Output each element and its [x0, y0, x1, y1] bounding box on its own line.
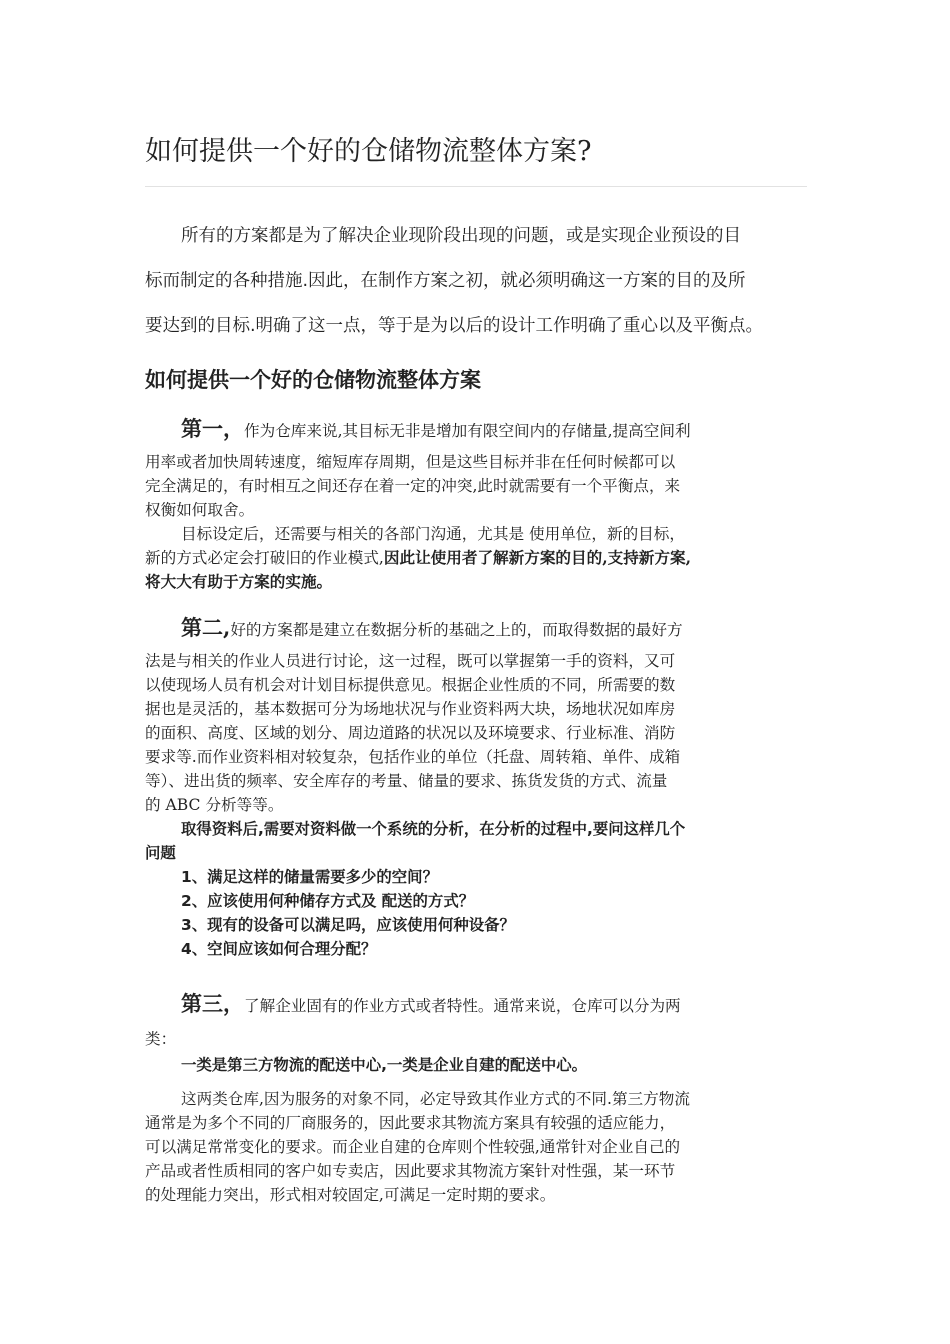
paragraph-text: 新的方式必定会打破旧的作业模式,: [145, 549, 384, 567]
paragraph-line: 用率或者加快周转速度，缩短库存周期，但是这些目标并非在任何时候都可以: [145, 453, 676, 471]
section-first-line: [145, 410, 813, 450]
paragraph-line: 的面积、高度、区域的划分、周边道路的状况以及环境要求、行业标准、消防: [145, 724, 676, 742]
section-third-text: 了解企业固有的作业方式或者特性。通常来说，仓库可以分为两: [244, 997, 681, 1015]
paragraph-line: 类：: [145, 1030, 177, 1048]
section-third-line: [145, 985, 813, 1025]
paragraph-line: 法是与相关的作业人员进行讨论，这一过程，既可以掌握第一手的资料，又可: [145, 652, 676, 670]
document-title: 如何提供一个好的仓储物流整体方案?: [145, 136, 592, 167]
section-first-label: 第一，: [181, 416, 244, 441]
question-item: 3、现有的设备可以满足吗，应该使用何种设备？: [181, 916, 515, 934]
paragraph-line: 的处理能力突出，形式相对较固定,可满足一定时期的要求。: [145, 1186, 556, 1204]
emphasis-text: 因此让使用者了解新方案的目的,支持新方案,: [383, 548, 692, 567]
paragraph-line: [145, 546, 813, 570]
paragraph-line: 通常是为多个不同的厂商服务的，因此要求其物流方案具有较强的适应能力，: [145, 1114, 676, 1132]
emphasis-line: 取得资料后,需要对资料做一个系统的分析，在分析的过程中,要问这样几个: [181, 820, 686, 838]
title-divider: [145, 186, 807, 187]
section-second: [145, 609, 813, 961]
intro-line: 要达到的目标.明确了这一点，等于是为以后的设计工作明确了重心以及平衡点。: [145, 316, 764, 336]
paragraph-line: 要求等.而作业资料相对较复杂，包括作业的单位（托盘、周转箱、单件、成箱: [145, 748, 681, 766]
section-third: [145, 985, 813, 1207]
intro-line: 标而制定的各种措施.因此，在制作方案之初，就必须明确这一方案的目的及所: [145, 271, 746, 291]
question-item: 1、满足这样的储量需要多少的空间？: [181, 868, 438, 886]
section-second-line: [145, 609, 813, 649]
section-second-text: 好的方案都是建立在数据分析的基础之上的，而取得数据的最好方: [230, 621, 683, 639]
paragraph-line: 可以满足常常变化的要求。而企业自建的仓库则个性较强,通常针对企业自己的: [145, 1138, 681, 1156]
emphasis-line: 一类是第三方物流的配送中心,一类是企业自建的配送中心。: [181, 1056, 588, 1074]
paragraph-line: 产品或者性质相同的客户如专卖店，因此要求其物流方案针对性强，某一环节: [145, 1162, 676, 1180]
paragraph-line: 的 ABC 分析等等。: [145, 796, 284, 814]
section-heading: 如何提供一个好的仓储物流整体方案: [145, 368, 481, 392]
emphasis-line: 将大大有助于方案的实施。: [145, 572, 333, 591]
question-item: 2、应该使用何种储存方式及 配送的方式？: [181, 892, 475, 910]
paragraph-line: 等）、进出货的频率、安全库存的考量、储量的要求、拣货发货的方式、流量: [145, 772, 668, 790]
section-first: [145, 410, 813, 594]
paragraph-line: 据也是灵活的，基本数据可分为场地状况与作业资料两大块，场地状况如库房: [145, 700, 676, 718]
paragraph-line: 目标设定后，还需要与相关的各部门沟通，尤其是 使用单位，新的目标，: [181, 525, 685, 543]
paragraph-line: 这两类仓库,因为服务的对象不同，必定导致其作业方式的不同.第三方物流: [181, 1090, 690, 1108]
question-item: 4、空间应该如何合理分配？: [181, 940, 377, 958]
emphasis-line: 问题: [145, 844, 176, 862]
section-first-text: 作为仓库来说,其目标无非是增加有限空间内的存储量,提高空间利: [244, 422, 691, 440]
paragraph-line: 以使现场人员有机会对计划目标提供意见。根据企业性质的不同，所需要的数: [145, 676, 676, 694]
paragraph-line: 完全满足的，有时相互之间还存在着一定的冲突,此时就需要有一个平衡点，来: [145, 477, 681, 495]
paragraph-line: 权衡如何取舍。: [145, 501, 255, 519]
section-second-label: 第二,: [181, 615, 231, 640]
section-third-label: 第三，: [181, 991, 244, 1016]
intro-paragraph: [145, 214, 807, 349]
intro-line: 所有的方案都是为了解决企业现阶段出现的问题，或是实现企业预设的目: [181, 226, 741, 246]
